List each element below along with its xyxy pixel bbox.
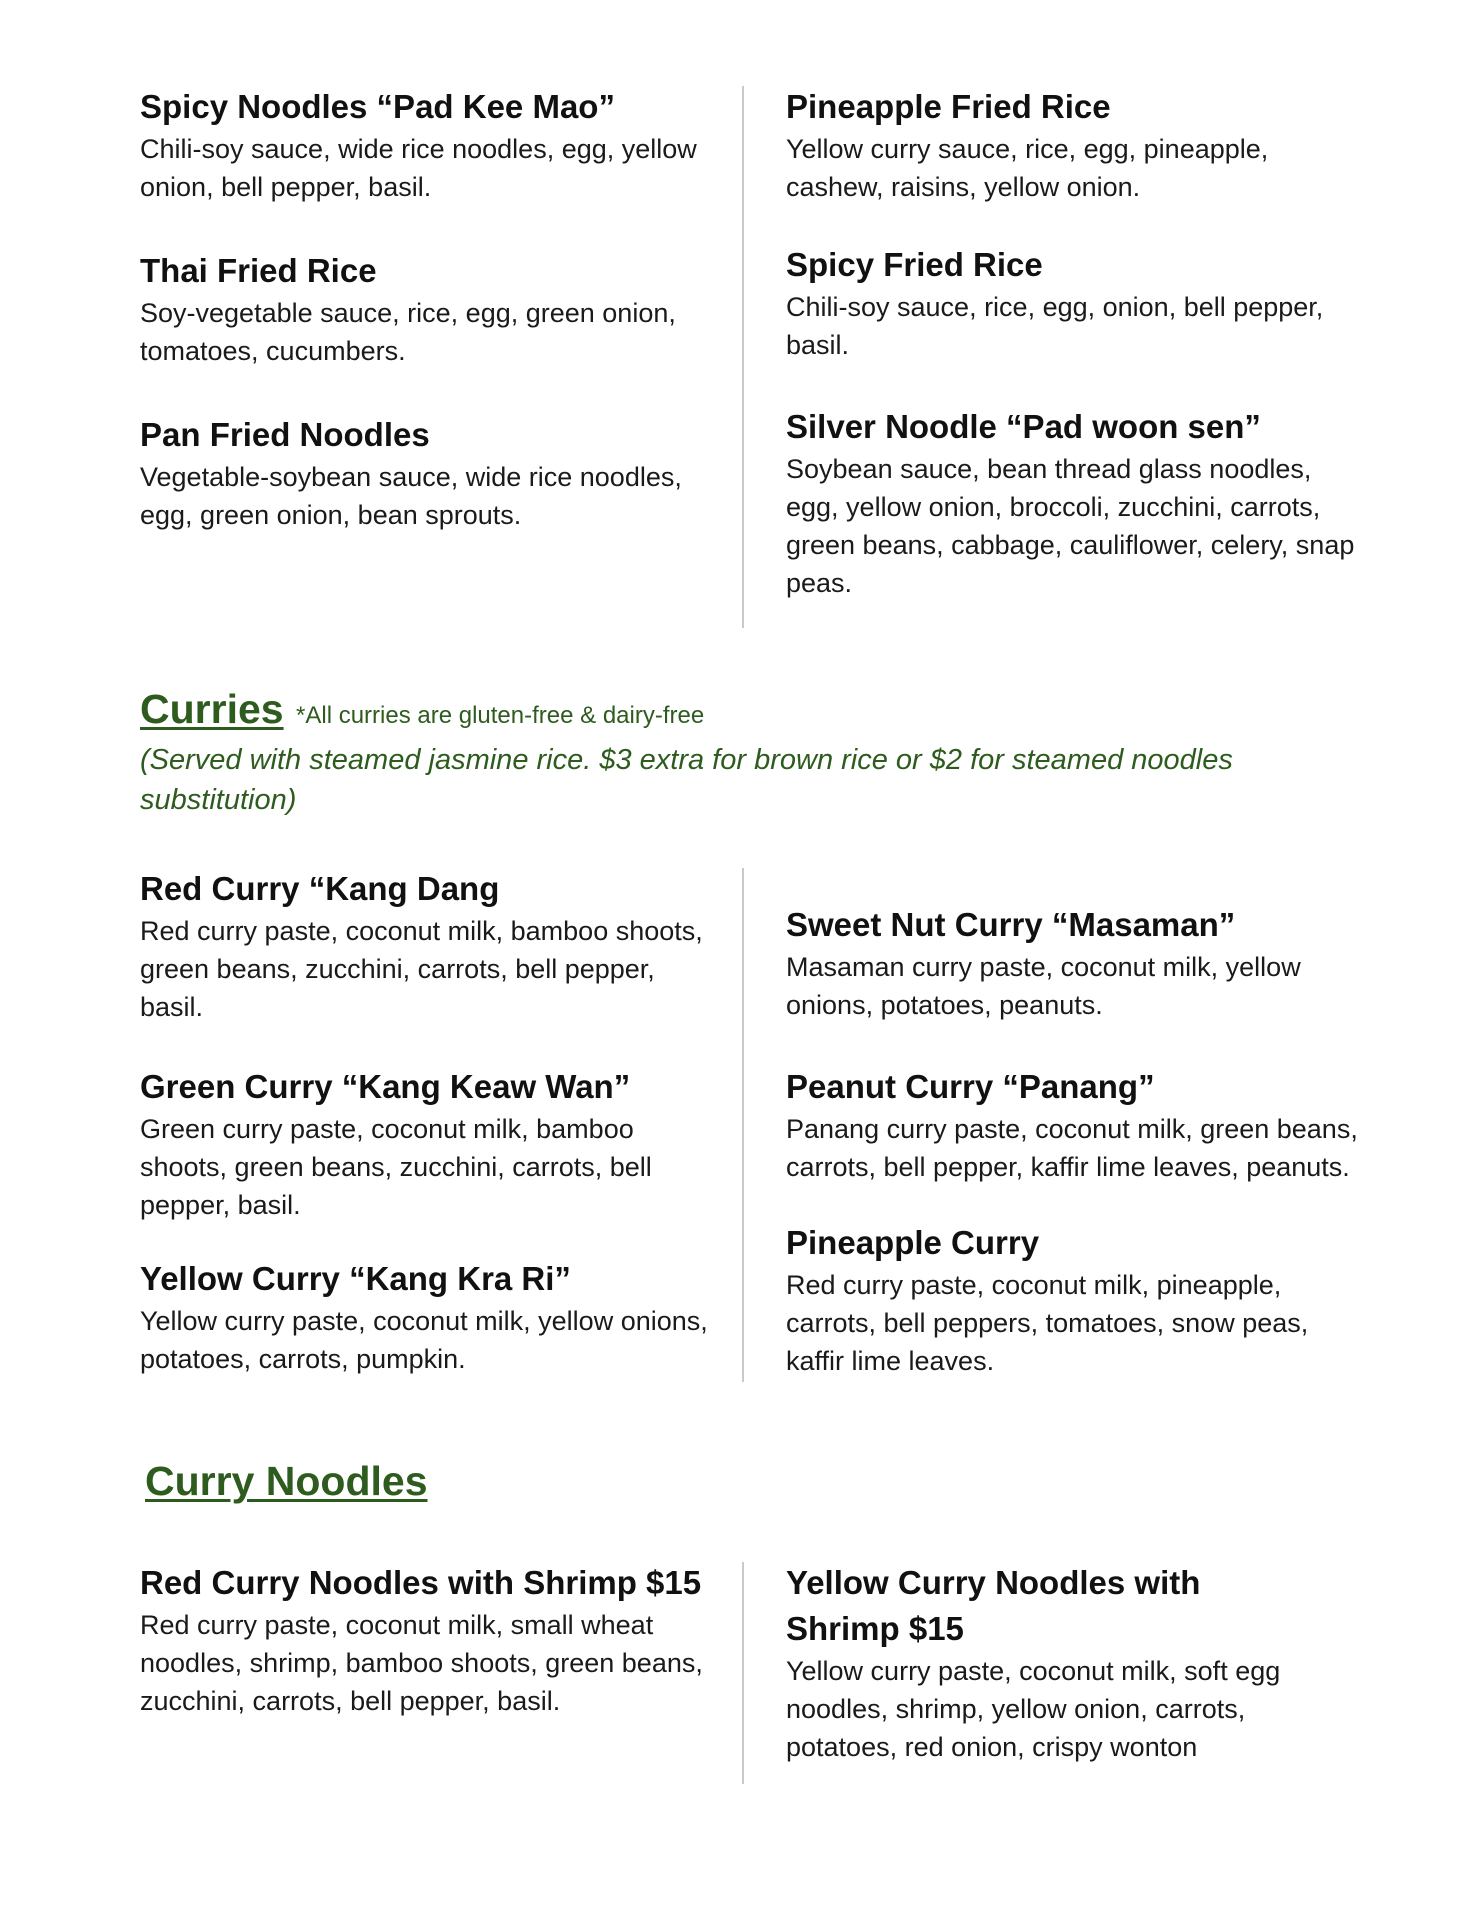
menu-item [786, 242, 1366, 364]
menu-item-desc: Soy-vegetable sauce, rice, egg, green onion, tomatoes, cucumbers. [140, 298, 676, 366]
menu-item-desc: Chili-soy sauce, wide rice noodles, egg, yellow onion, bell pepper, basil. [140, 134, 697, 202]
menu-item-title: Spicy Noodles “Pad Kee Mao” [140, 88, 615, 125]
menu-item [786, 1064, 1366, 1186]
menu-item [140, 1064, 710, 1224]
section-subtitle: (Served with steamed jasmine rice. $3 extra for brown rice or $2 for steamed noodles substitution) [140, 744, 1233, 816]
column-divider [742, 1562, 744, 1784]
menu-item-title: Pineapple Curry [786, 1224, 1040, 1261]
menu-item [140, 866, 710, 1026]
menu-item [786, 1220, 1366, 1380]
menu-item-desc: Red curry paste, coconut milk, small wheat noodles, shrimp, bamboo shoots, green beans, zucchini, carrots, bell pepper, basil. [140, 1610, 703, 1716]
menu-item [786, 902, 1366, 1024]
curry-noodles-heading [145, 1458, 428, 1505]
menu-item-title: Yellow Curry “Kang Kra Ri” [140, 1260, 571, 1297]
section-title: Curries [140, 686, 284, 732]
menu-item-desc: Chili-soy sauce, rice, egg, onion, bell pepper, basil. [786, 292, 1324, 360]
menu-item [140, 248, 710, 370]
menu-item-desc: Panang curry paste, coconut milk, green beans, carrots, bell pepper, kaffir lime leaves, peanuts. [786, 1114, 1358, 1182]
menu-item-title: Silver Noodle “Pad woon sen” [786, 408, 1261, 445]
menu-item [140, 412, 710, 534]
menu-item-title: Yellow Curry Noodles with Shrimp $15 [786, 1564, 1201, 1647]
menu-item-desc: Yellow curry paste, coconut milk, yellow onions, potatoes, carrots, pumpkin. [140, 1306, 708, 1374]
section-note: *All curries are gluten-free & dairy-free [296, 702, 705, 729]
menu-item-desc: Green curry paste, coconut milk, bamboo shoots, green beans, zucchini, carrots, bell pepper, basil. [140, 1114, 652, 1220]
curries-heading [140, 686, 704, 733]
menu-item-desc: Red curry paste, coconut milk, pineapple, carrots, bell peppers, tomatoes, snow peas, kaffir lime leaves. [786, 1270, 1309, 1376]
menu-item-title: Thai Fried Rice [140, 252, 377, 289]
menu-item-desc: Yellow curry paste, coconut milk, soft egg noodles, shrimp, yellow onion, carrots, potatoes, red onion, crispy wonton [786, 1656, 1281, 1762]
menu-item [140, 1560, 710, 1720]
menu-item-desc: Red curry paste, coconut milk, bamboo shoots, green beans, zucchini, carrots, bell pepper, basil. [140, 916, 703, 1022]
menu-item-title: Sweet Nut Curry “Masaman” [786, 906, 1236, 943]
menu-item-title: Red Curry “Kang Dang [140, 870, 500, 907]
menu-item-title: Pan Fried Noodles [140, 416, 430, 453]
menu-item-desc: Masaman curry paste, coconut milk, yellow onions, potatoes, peanuts. [786, 952, 1301, 1020]
menu-item [786, 84, 1366, 206]
menu-item [140, 84, 710, 206]
menu-item-desc: Soybean sauce, bean thread glass noodles, egg, yellow onion, broccoli, zucchini, carrots, green beans, cabbage, cauliflower, celery, snap peas. [786, 454, 1355, 598]
menu-item [786, 1560, 1306, 1766]
menu-item-title: Pineapple Fried Rice [786, 88, 1111, 125]
menu-item [140, 1256, 710, 1378]
menu-item-title: Green Curry “Kang Keaw Wan” [140, 1068, 631, 1105]
section-title: Curry Noodles [145, 1458, 428, 1504]
menu-item-title: Peanut Curry “Panang” [786, 1068, 1155, 1105]
column-divider [742, 868, 744, 1382]
menu-item-desc: Vegetable-soybean sauce, wide rice noodles, egg, green onion, bean sprouts. [140, 462, 682, 530]
menu-item-title: Spicy Fried Rice [786, 246, 1043, 283]
column-divider [742, 86, 744, 628]
menu-item-desc: Yellow curry sauce, rice, egg, pineapple, cashew, raisins, yellow onion. [786, 134, 1269, 202]
menu-item-title: Red Curry Noodles with Shrimp $15 [140, 1564, 702, 1601]
menu-item [786, 404, 1366, 602]
